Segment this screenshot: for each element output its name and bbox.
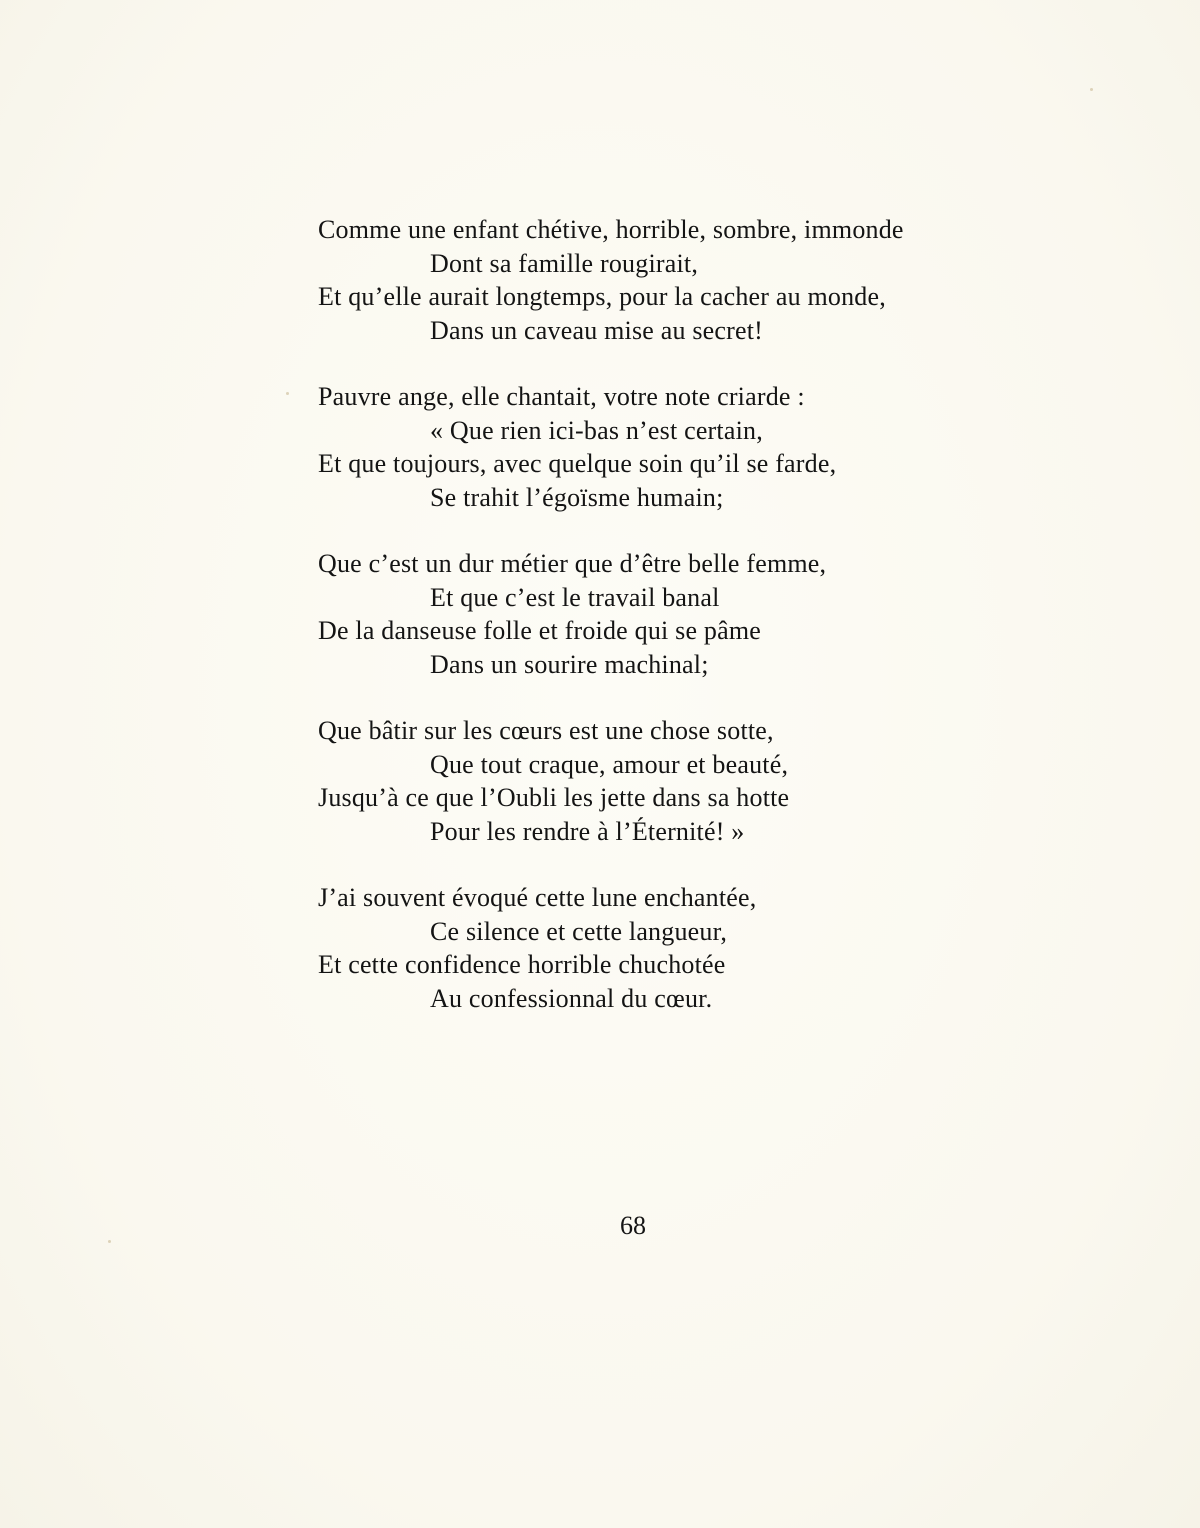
verse-line: De la danseuse folle et froide qui se pâme — [318, 616, 762, 645]
verse-line-indented: Dont sa famille rougirait, — [430, 248, 699, 278]
verse-line: Pauvre ange, elle chantait, votre note criarde : — [318, 382, 805, 411]
verse-line: Et cette confidence horrible chuchotée — [318, 950, 726, 979]
stanza-3 — [318, 547, 1018, 681]
verse-line-indented: Dans un caveau mise au secret! — [430, 315, 764, 345]
verse-line-indented: Ce silence et cette langueur, — [430, 916, 728, 946]
verse-line-indented: « Que rien ici-bas n’est certain, — [430, 415, 763, 445]
page-number: 68 — [620, 1211, 646, 1240]
verse-line-indented: Dans un sourire machinal; — [430, 649, 709, 679]
paper-speck — [1090, 88, 1093, 91]
poem — [318, 213, 1018, 1048]
verse-line-indented: Pour les rendre à l’Éternité! » — [430, 816, 745, 846]
stanza-1 — [318, 213, 1018, 347]
verse-line-indented: Se trahit l’égoïsme humain; — [430, 482, 724, 512]
verse-line: Que c’est un dur métier que d’être belle femme, — [318, 549, 827, 578]
verse-line: Comme une enfant chétive, horrible, sombre, immonde — [318, 215, 904, 244]
verse-line: Que bâtir sur les cœurs est une chose sotte, — [318, 716, 774, 745]
paper-speck — [286, 392, 289, 395]
verse-line-indented: Que tout craque, amour et beauté, — [430, 749, 789, 779]
verse-line-indented: Au confessionnal du cœur. — [430, 983, 713, 1013]
verse-line: Et que toujours, avec quelque soin qu’il se farde, — [318, 449, 837, 478]
verse-line: Et qu’elle aurait longtemps, pour la cacher au monde, — [318, 282, 886, 311]
stanza-4 — [318, 714, 1018, 848]
stanza-2 — [318, 380, 1018, 514]
verse-line-indented: Et que c’est le travail banal — [430, 582, 720, 612]
stanza-5 — [318, 881, 1018, 1015]
verse-line: J’ai souvent évoqué cette lune enchantée, — [318, 883, 757, 912]
verse-line: Jusqu’à ce que l’Oubli les jette dans sa hotte — [318, 783, 790, 812]
paper-speck — [108, 1240, 111, 1243]
